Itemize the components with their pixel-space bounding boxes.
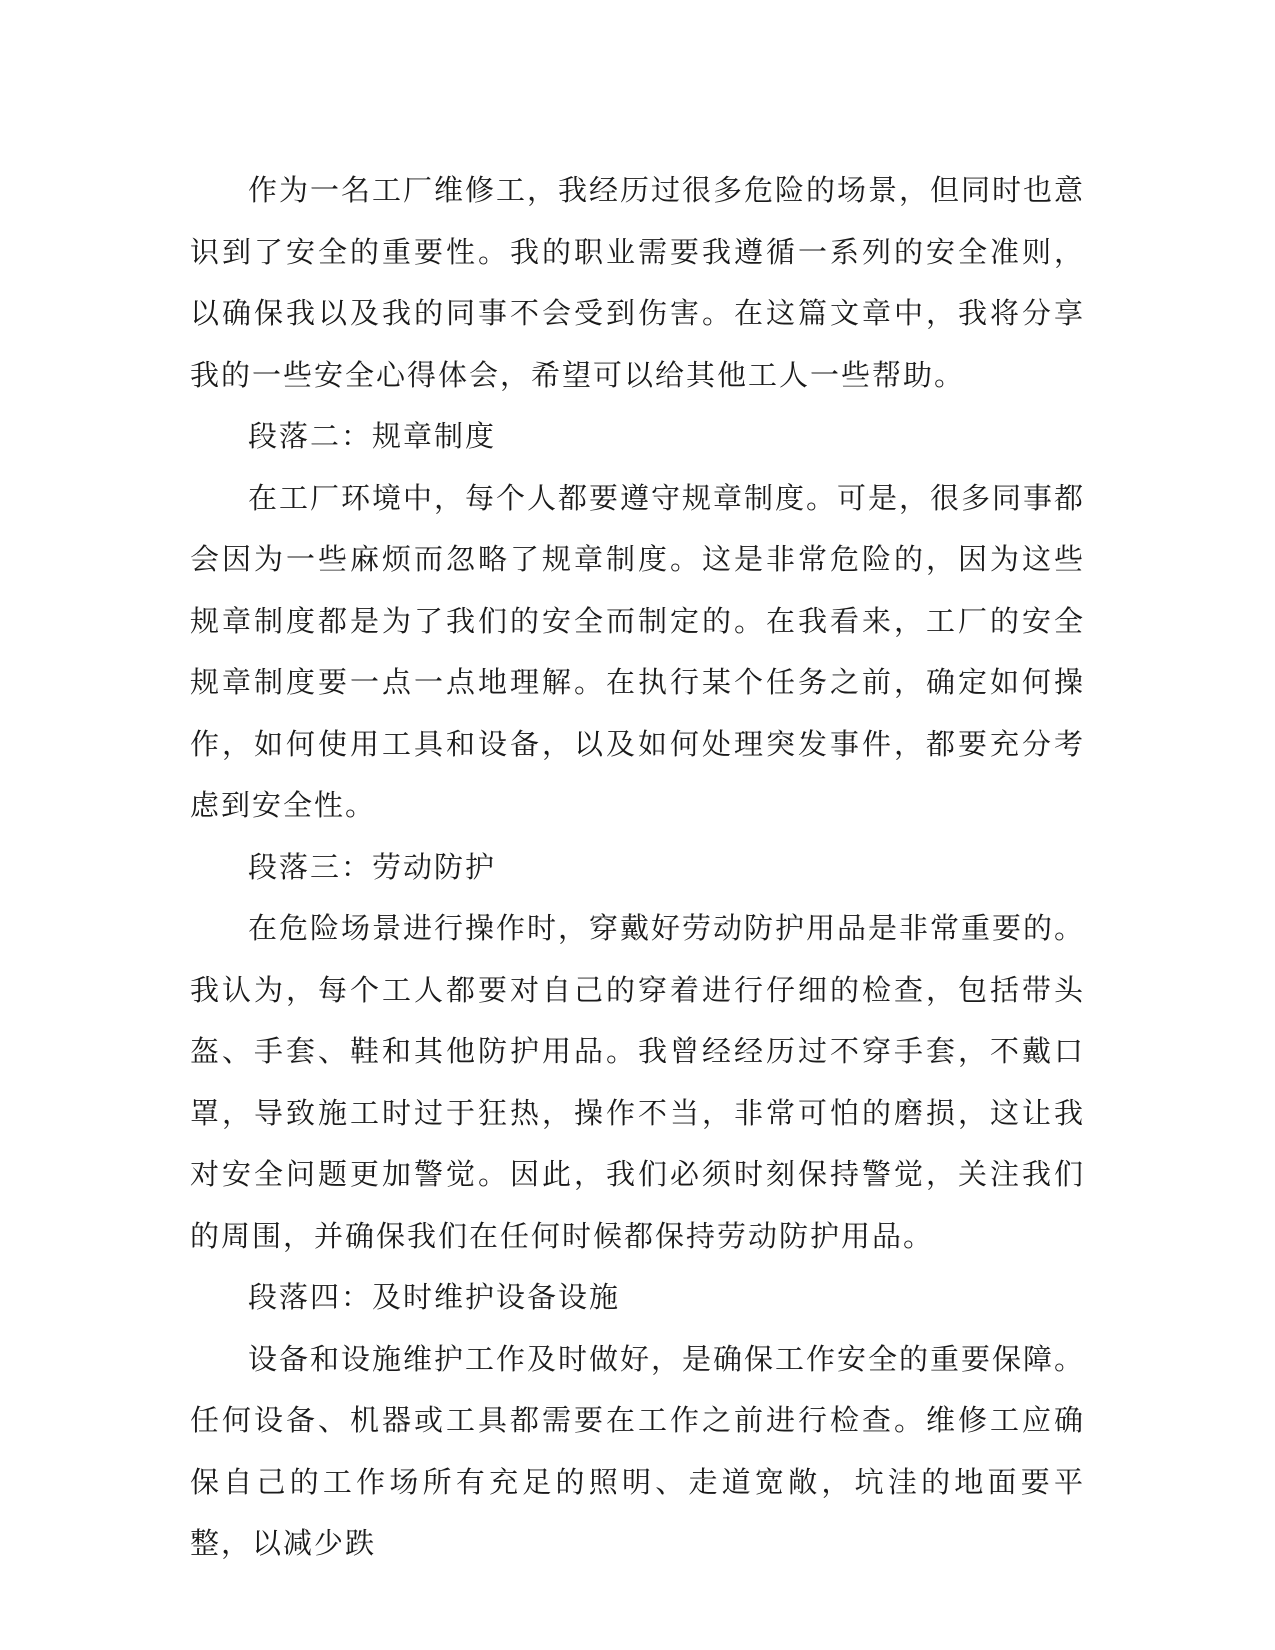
section-heading-regulations: 段落二：规章制度 [248, 419, 497, 453]
intro-paragraph: 作为一名工厂维修工，我经历过很多危险的场景，但同时也意识到了安全的重要性。我的职业需要我遵循一系列的安全准则，以确保我以及我的同事不会受到伤害。在这篇文章中，我将分享我的一些安全心得体会，希望可以给其他工人一些帮助。 [190, 173, 1086, 392]
document-body [190, 160, 1085, 1575]
protection-paragraph: 在危险场景进行操作时，穿戴好劳动防护用品是非常重要的。我认为，每个工人都要对自己的穿着进行仔细的检查，包括带头盔、手套、鞋和其他防护用品。我曾经经历过不穿手套，不戴口罩，导致施工时过于狂热，操作不当，非常可怕的磨损，这让我对安全问题更加警觉。因此，我们必须时刻保持警觉，关注我们的周围，并确保我们在任何时候都保持劳动防护用品。 [190, 911, 1086, 1253]
maintenance-paragraph: 设备和设施维护工作及时做好，是确保工作安全的重要保障。任何设备、机器或工具都需要在工作之前进行检查。维修工应确保自己的工作场所有充足的照明、走道宽敞，坑洼的地面要平整，以减少跌 [190, 1341, 1086, 1560]
section-heading-protection: 段落三：劳动防护 [248, 849, 497, 884]
section-heading-maintenance: 段落四：及时维护设备设施 [248, 1280, 621, 1314]
regulations-paragraph: 在工厂环境中，每个人都要遵守规章制度。可是，很多同事都会因为一些麻烦而忽略了规章制度。这是非常危险的，因为这些规章制度都是为了我们的安全而制定的。在我看来，工厂的安全规章制度要一点一点地理解。在执行某个任务之前，确定如何操作，如何使用工具和设备，以及如何处理突发事件，都要充分考虑到安全性。 [190, 480, 1086, 822]
